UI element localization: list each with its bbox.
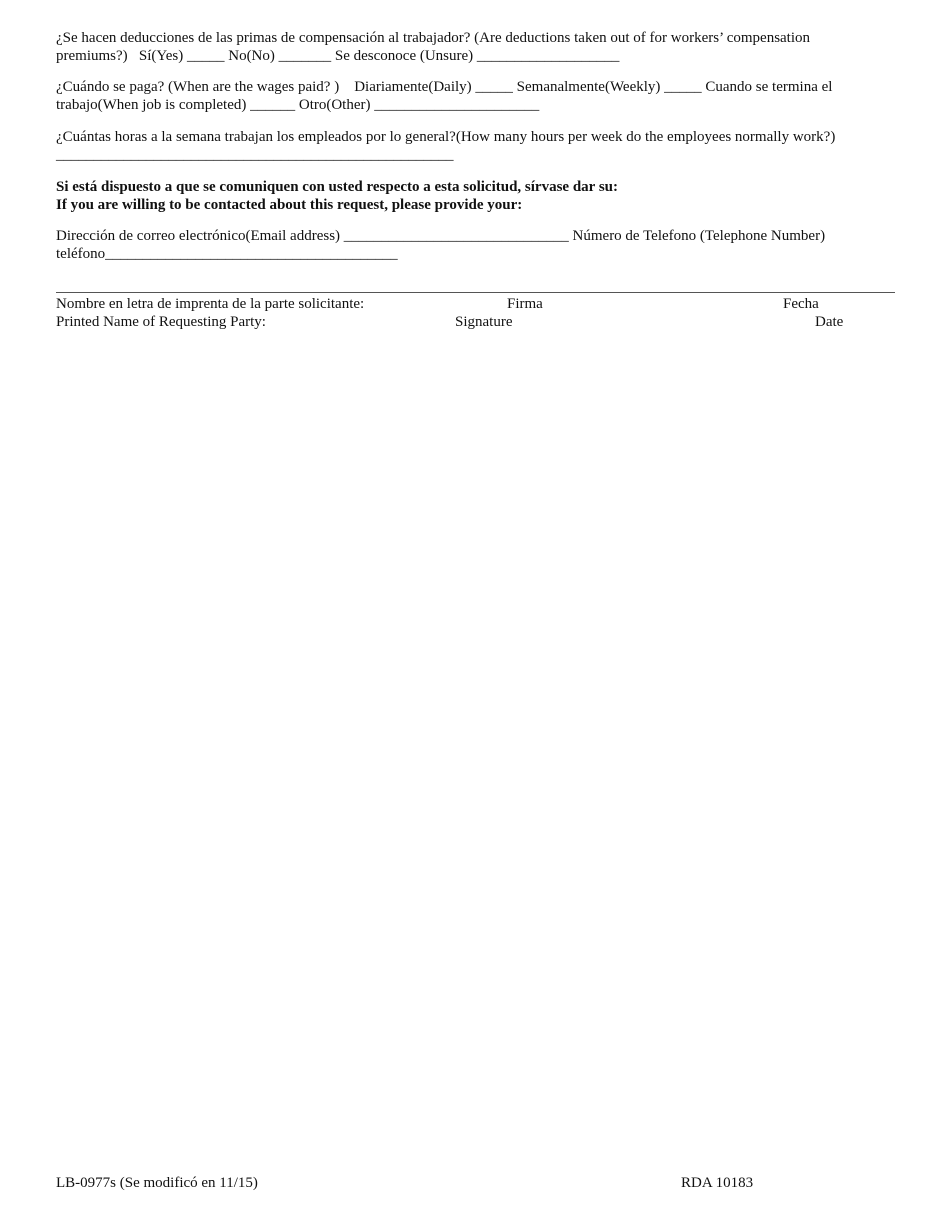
- deductions-yes-field[interactable]: _____: [186, 48, 225, 64]
- daily-field[interactable]: _____: [475, 79, 513, 95]
- deductions-question-text: ¿Se hacen deducciones de las primas de compensación al trabajador? (Are deductions taken out of for workers’ compensation: [56, 30, 811, 46]
- other-label: Otro(Other): [298, 97, 371, 113]
- weekly-field[interactable]: _____: [664, 79, 702, 95]
- email-field[interactable]: ______________________________: [343, 228, 569, 244]
- job-completed-label-cont: trabajo(When job is completed): [56, 97, 247, 113]
- printed-name-label-es: Nombre en letra de imprenta de la parte solicitante:: [56, 296, 365, 312]
- email-label: Dirección de correo electrónico(Email address): [56, 228, 341, 244]
- contact-fields: [56, 227, 896, 263]
- deductions-unsure-field[interactable]: ___________________: [476, 48, 620, 64]
- contact-heading-en: If you are willing to be contacted about this request, please provide your:: [56, 197, 523, 213]
- job-completed-field[interactable]: ______: [250, 97, 296, 113]
- other-field[interactable]: ______________________: [374, 97, 540, 113]
- phone-label-cont: teléfono: [56, 246, 106, 262]
- deductions-no-label: No(No): [228, 48, 275, 64]
- signature-line[interactable]: [56, 292, 895, 293]
- wages-paid-question: [56, 78, 896, 114]
- deductions-no-field[interactable]: _______: [278, 48, 332, 64]
- printed-name-label-en: Printed Name of Requesting Party:: [56, 314, 266, 330]
- rda-number: RDA 10183: [681, 1175, 754, 1191]
- hours-question-text: ¿Cuántas horas a la semana trabajan los empleados por lo general?(How many hours per week do the employees normally work?): [56, 129, 836, 145]
- hours-field[interactable]: _____________________________________________________: [56, 147, 454, 163]
- deductions-question: [56, 29, 896, 65]
- signature-label-es: Firma: [507, 296, 543, 312]
- job-completed-label: Cuando se termina el: [705, 79, 833, 95]
- form-id: LB-0977s (Se modificó en 11/15): [56, 1175, 258, 1191]
- phone-label: Número de Telefono (Telephone Number): [572, 228, 826, 244]
- phone-field[interactable]: _______________________________________: [105, 246, 398, 262]
- daily-label: Diariamente(Daily): [354, 79, 472, 95]
- deductions-yes-label: Sí(Yes): [138, 48, 184, 64]
- deductions-unsure-label: Se desconoce (Unsure): [334, 48, 474, 64]
- contact-heading: [56, 178, 896, 214]
- date-label-es: Fecha: [783, 296, 819, 312]
- signature-label-en: Signature: [455, 314, 513, 330]
- weekly-label: Semanalmente(Weekly): [516, 79, 661, 95]
- hours-question: [56, 128, 896, 164]
- date-label-en: Date: [815, 314, 844, 330]
- wages-paid-question-text: ¿Cuándo se paga? (When are the wages paid? ): [56, 79, 340, 95]
- deductions-question-text-cont: premiums?): [56, 48, 128, 64]
- contact-heading-es: Si está dispuesto a que se comuniquen con usted respecto a esta solicitud, sírvase dar su:: [56, 179, 618, 195]
